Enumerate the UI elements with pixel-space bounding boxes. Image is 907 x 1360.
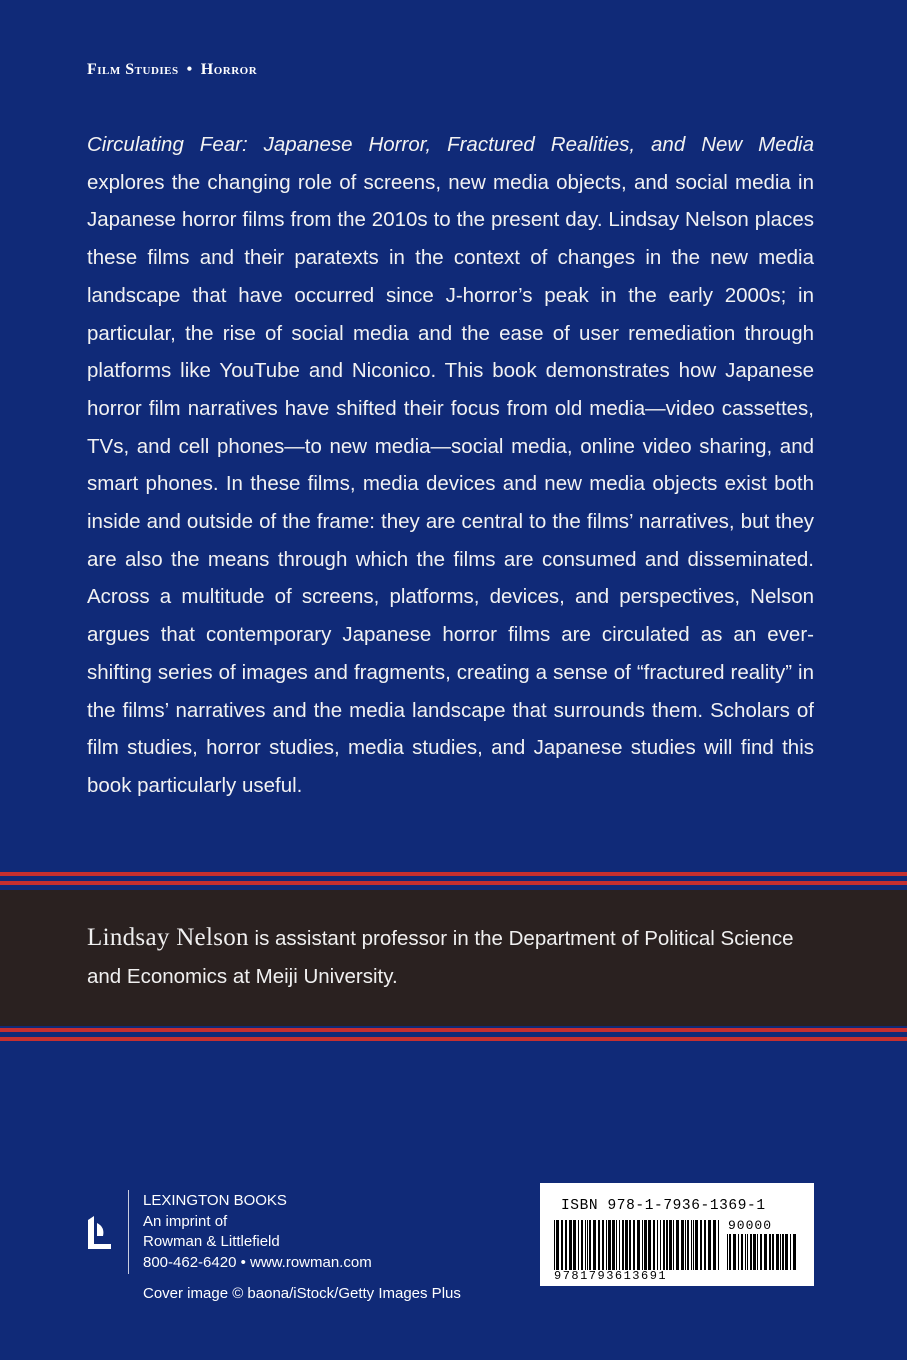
- author-bio: [87, 919, 817, 995]
- barcode-bar: [780, 1234, 781, 1270]
- barcode-bar: [764, 1234, 767, 1270]
- barcode-bar: [718, 1220, 719, 1270]
- barcode-bar: [581, 1220, 583, 1270]
- barcode-bar: [757, 1234, 758, 1270]
- barcode-bar: [772, 1234, 774, 1270]
- category-horror: Horror: [200, 61, 258, 78]
- barcode-bar: [708, 1220, 711, 1270]
- category-label: [87, 61, 257, 79]
- barcode-bar: [695, 1220, 698, 1270]
- author-name: Lindsay Nelson: [87, 924, 249, 951]
- red-stripe: [0, 881, 907, 885]
- publisher-name: LEXINGTON BOOKS: [143, 1192, 287, 1209]
- barcode-digits: 9781793613691: [554, 1269, 668, 1283]
- barcode-bars: [554, 1220, 722, 1270]
- category-film-studies: Film Studies: [87, 61, 179, 78]
- barcode-bar: [713, 1220, 716, 1270]
- barcode-bar: [587, 1220, 588, 1270]
- barcode-bar: [653, 1220, 655, 1270]
- barcode-bar: [608, 1220, 611, 1270]
- barcode-bar: [785, 1234, 788, 1270]
- barcode-bar: [573, 1220, 576, 1270]
- barcode-bar: [585, 1220, 586, 1270]
- barcode-bar: [644, 1220, 647, 1270]
- barcode-bar: [750, 1234, 752, 1270]
- barcode-bar: [769, 1234, 771, 1270]
- publisher-info: [143, 1191, 372, 1273]
- barcode-bar: [637, 1220, 640, 1270]
- barcode-bar: [700, 1220, 702, 1270]
- barcode-bar: [693, 1220, 694, 1270]
- bottom-stripe-band: [0, 1024, 907, 1046]
- book-title-italic: Circulating Fear: Japanese Horror, Fractured Realities, and New Media: [87, 133, 814, 156]
- barcode-bar: [578, 1220, 579, 1270]
- lexington-books-logo-icon: [85, 1214, 113, 1250]
- barcode-bar: [745, 1234, 746, 1270]
- barcode-bar: [616, 1220, 617, 1270]
- isbn-barcode: [540, 1183, 814, 1286]
- cover-image-credit: Cover image © baona/iStock/Getty Images Plus: [143, 1285, 461, 1302]
- barcode-bar: [589, 1220, 591, 1270]
- barcode-bar: [629, 1220, 631, 1270]
- barcode-bar: [642, 1220, 643, 1270]
- barcode-bar: [753, 1234, 756, 1270]
- red-stripe: [0, 872, 907, 876]
- barcode-bar: [612, 1220, 615, 1270]
- barcode-bar: [691, 1220, 692, 1270]
- barcode-bar: [782, 1234, 784, 1270]
- barcode-bar: [776, 1234, 779, 1270]
- isbn-number: ISBN 978-1-7936-1369-1: [561, 1198, 766, 1214]
- barcode-bar: [565, 1220, 567, 1270]
- barcode-bar: [741, 1234, 743, 1270]
- barcode-bar: [556, 1220, 559, 1270]
- red-stripe: [0, 1028, 907, 1032]
- publisher-divider: [128, 1190, 129, 1274]
- barcode-bar: [622, 1220, 624, 1270]
- barcode-bar: [619, 1220, 620, 1270]
- barcode-bar: [606, 1220, 607, 1270]
- barcode-bar: [685, 1220, 686, 1270]
- barcode-bar: [663, 1220, 665, 1270]
- barcode-bar: [593, 1220, 596, 1270]
- barcode-bar: [747, 1234, 748, 1270]
- price-code: 90000: [728, 1218, 773, 1233]
- barcode-bar: [673, 1220, 674, 1270]
- category-bullet: •: [186, 61, 193, 78]
- barcode-bar: [598, 1220, 600, 1270]
- description-body: explores the changing role of screens, new media objects, and social media in Japanese horror films from the 2010s to the present day. Lindsay Nelson places these films and their paratexts in the context of changes in the new media landscape that have occurred since J-horror’s peak in the early 2000s; in particular, the rise of social media and the ease of user remediation through platforms like YouTube and Niconico. This book demonstrates how Japanese horror film narratives have shifted their focus from old media—video cassettes, TVs, and cell phones—to new media—social media, online video sharing, and smart phones. In these films, media devices and new media objects exist both inside and outside of the frame: they are central to the films’ narratives, but they are also the means through which the films are consumed and disseminated. Across a multitude of screens, platforms, devices, and perspectives, Nelson argues that contemporary Japanese horror films are circulated as an ever-shifting series of images and fragments, creating a sense of “fractured reality” in the films’ narratives and the media landscape that surrounds them. Scholars of film studies, horror studies, media studies, and Japanese studies will find this book particularly useful.: [87, 170, 814, 797]
- barcode-bar: [676, 1220, 679, 1270]
- barcode-bar: [793, 1234, 796, 1270]
- barcode-bar: [704, 1220, 706, 1270]
- red-stripe: [0, 1037, 907, 1041]
- barcode-bar: [733, 1234, 736, 1270]
- barcode-addon-bars: [727, 1234, 799, 1270]
- author-bio-text: is assistant professor in the Department of Political Science and Economics at Meiji University.: [87, 927, 794, 988]
- barcode-bar: [669, 1220, 672, 1270]
- barcode-bar: [738, 1234, 739, 1270]
- barcode-bar: [625, 1220, 628, 1270]
- publisher-contact: 800-462-6420 • www.rowman.com: [143, 1253, 372, 1271]
- barcode-bar: [727, 1234, 728, 1270]
- barcode-bar: [602, 1220, 604, 1270]
- publisher-imprint-line: An imprint of: [143, 1212, 228, 1230]
- book-description: [87, 126, 814, 805]
- barcode-bar: [648, 1220, 651, 1270]
- barcode-bar: [687, 1220, 689, 1270]
- barcode-bar: [790, 1234, 791, 1270]
- barcode-bar: [569, 1220, 572, 1270]
- barcode-bar: [666, 1220, 668, 1270]
- barcode-bar: [554, 1220, 555, 1270]
- barcode-bar: [681, 1220, 684, 1270]
- publisher-parent: Rowman & Littlefield: [143, 1233, 280, 1250]
- barcode-bar: [760, 1234, 762, 1270]
- barcode-bar: [657, 1220, 658, 1270]
- barcode-bar: [561, 1220, 563, 1270]
- barcode-bar: [729, 1234, 731, 1270]
- barcode-bar: [633, 1220, 635, 1270]
- barcode-bar: [660, 1220, 661, 1270]
